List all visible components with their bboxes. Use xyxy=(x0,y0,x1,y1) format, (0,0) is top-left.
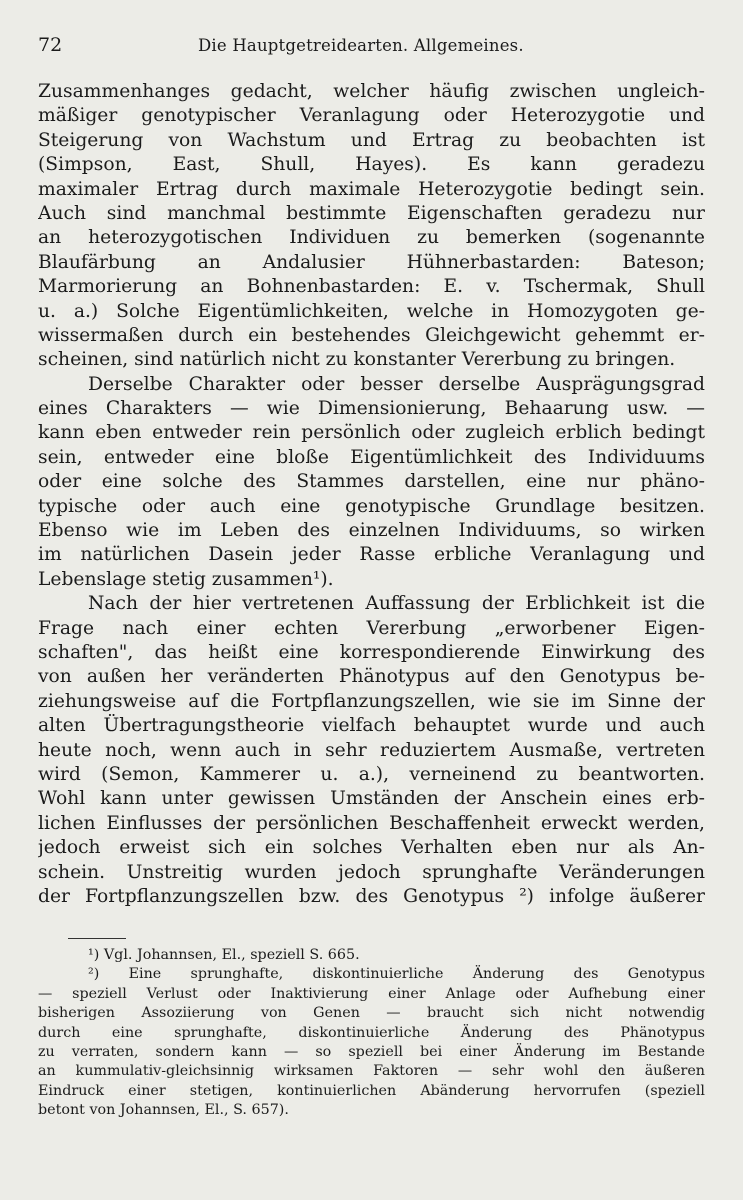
body-text xyxy=(38,80,705,909)
text-line: kann eben entweder rein persönlich oder zugleich erblich bedingt xyxy=(38,422,705,444)
footnotes xyxy=(38,946,705,1121)
text-line: Blaufärbung an Andalusier Hühnerbastarden: Bateson; xyxy=(38,251,705,273)
text-line: wird (Semon, Kammerer u. a.), verneinend zu beantworten. xyxy=(38,763,705,785)
running-title: Die Hauptgetreidearten. Allgemeines. xyxy=(198,36,524,55)
text-line: Steigerung von Wachstum und Ertrag zu beobachten ist xyxy=(38,129,705,151)
text-line: (Simpson, East, Shull, Hayes). Es kann geradezu xyxy=(38,154,705,176)
text-line: Auch sind manchmal bestimmte Eigenschaften geradezu nur xyxy=(38,202,705,224)
text-line: u. a.) Solche Eigentümlichkeiten, welche in Homozygoten ge- xyxy=(38,300,705,322)
text-line: schaften", das heißt eine korrespondierende Einwirkung des xyxy=(38,641,705,663)
text-line: maximaler Ertrag durch maximale Heterozygotie bedingt sein. xyxy=(38,178,705,200)
text-line: Marmorierung an Bohnenbastarden: E. v. Tschermak, Shull xyxy=(38,276,705,298)
footnote-line: betont von Johannsen, El., S. 657). xyxy=(38,1102,289,1119)
text-line: wissermaßen durch ein bestehendes Gleichgewicht gehemmt er- xyxy=(38,324,705,346)
text-line: Frage nach einer echten Vererbung „erworbener Eigen- xyxy=(38,617,705,639)
footnote-line: bisherigen Assoziierung von Genen — braucht sich nicht notwendig xyxy=(38,1005,705,1022)
text-line: ziehungsweise auf die Fortpflanzungszellen, wie sie im Sinne der xyxy=(38,690,705,712)
text-line: mäßiger genotypischer Veranlagung oder Heterozygotie und xyxy=(38,105,705,127)
text-line: scheinen, sind natürlich nicht zu konstanter Vererbung zu bringen. xyxy=(38,349,676,371)
text-line: Ebenso wie im Leben des einzelnen Individuums, so wirken xyxy=(38,520,705,542)
text-line: Wohl kann unter gewissen Umständen der Anschein eines erb- xyxy=(38,788,705,810)
text-line: typische oder auch eine genotypische Grundlage besitzen. xyxy=(38,495,705,517)
text-line: lichen Einflusses der persönlichen Beschaffenheit erweckt werden, xyxy=(38,812,705,834)
footnote-line: an kummulativ-gleichsinnig wirksamen Faktoren — sehr wohl den äußeren xyxy=(38,1063,705,1080)
footnote-line: Eindruck einer stetigen, kontinuierlichen Abänderung hervorrufen (speziell xyxy=(38,1082,705,1099)
footnote-line: ²) Eine sprunghafte, diskontinuierliche Änderung des Genotypus xyxy=(88,966,705,983)
text-line: eines Charakters — wie Dimensionierung, Behaarung usw. — xyxy=(38,398,705,420)
text-line: sein, entweder eine bloße Eigentümlichkeit des Individuums xyxy=(38,446,705,468)
text-line: der Fortpflanzungszellen bzw. des Genotypus ²) infolge äußerer xyxy=(38,885,705,907)
text-line: alten Übertragungstheorie vielfach behauptet wurde und auch xyxy=(38,715,705,737)
text-line: Derselbe Charakter oder besser derselbe Ausprägungsgrad xyxy=(88,373,705,395)
text-line: Zusammenhanges gedacht, welcher häufig zwischen ungleich- xyxy=(38,81,705,102)
text-line: schein. Unstreitig wurden jedoch sprunghafte Veränderungen xyxy=(38,861,705,883)
footnote-line: zu verraten, sondern kann — so speziell bei einer Änderung im Bestande xyxy=(38,1043,705,1060)
text-line: an heterozygotischen Individuen zu bemerken (sogenannte xyxy=(38,227,705,249)
footnote-line: durch eine sprunghafte, diskontinuierliche Änderung des Phänotypus xyxy=(38,1024,705,1041)
text-line: heute noch, wenn auch in sehr reduziertem Ausmaße, vertreten xyxy=(38,739,705,761)
text-line: im natürlichen Dasein jeder Rasse erbliche Veranlagung und xyxy=(38,544,705,566)
text-line: von außen her veränderten Phänotypus auf den Genotypus be- xyxy=(38,666,705,688)
footnote-line: ¹) Vgl. Johannsen, El., speziell S. 665. xyxy=(88,947,360,963)
page-number: 72 xyxy=(38,34,63,56)
text-line: Lebenslage stetig zusammen¹). xyxy=(38,568,334,590)
page-header xyxy=(38,34,706,60)
text-line: jedoch erweist sich ein solches Verhalten eben nur als An- xyxy=(38,837,705,859)
text-line: Nach der hier vertretenen Auffassung der Erblichkeit ist die xyxy=(88,593,705,615)
text-line: oder eine solche des Stammes darstellen, eine nur phäno- xyxy=(38,471,705,493)
footnote-divider xyxy=(68,938,126,939)
footnote-line: — speziell Verlust oder Inaktivierung einer Anlage oder Aufhebung einer xyxy=(38,985,705,1002)
